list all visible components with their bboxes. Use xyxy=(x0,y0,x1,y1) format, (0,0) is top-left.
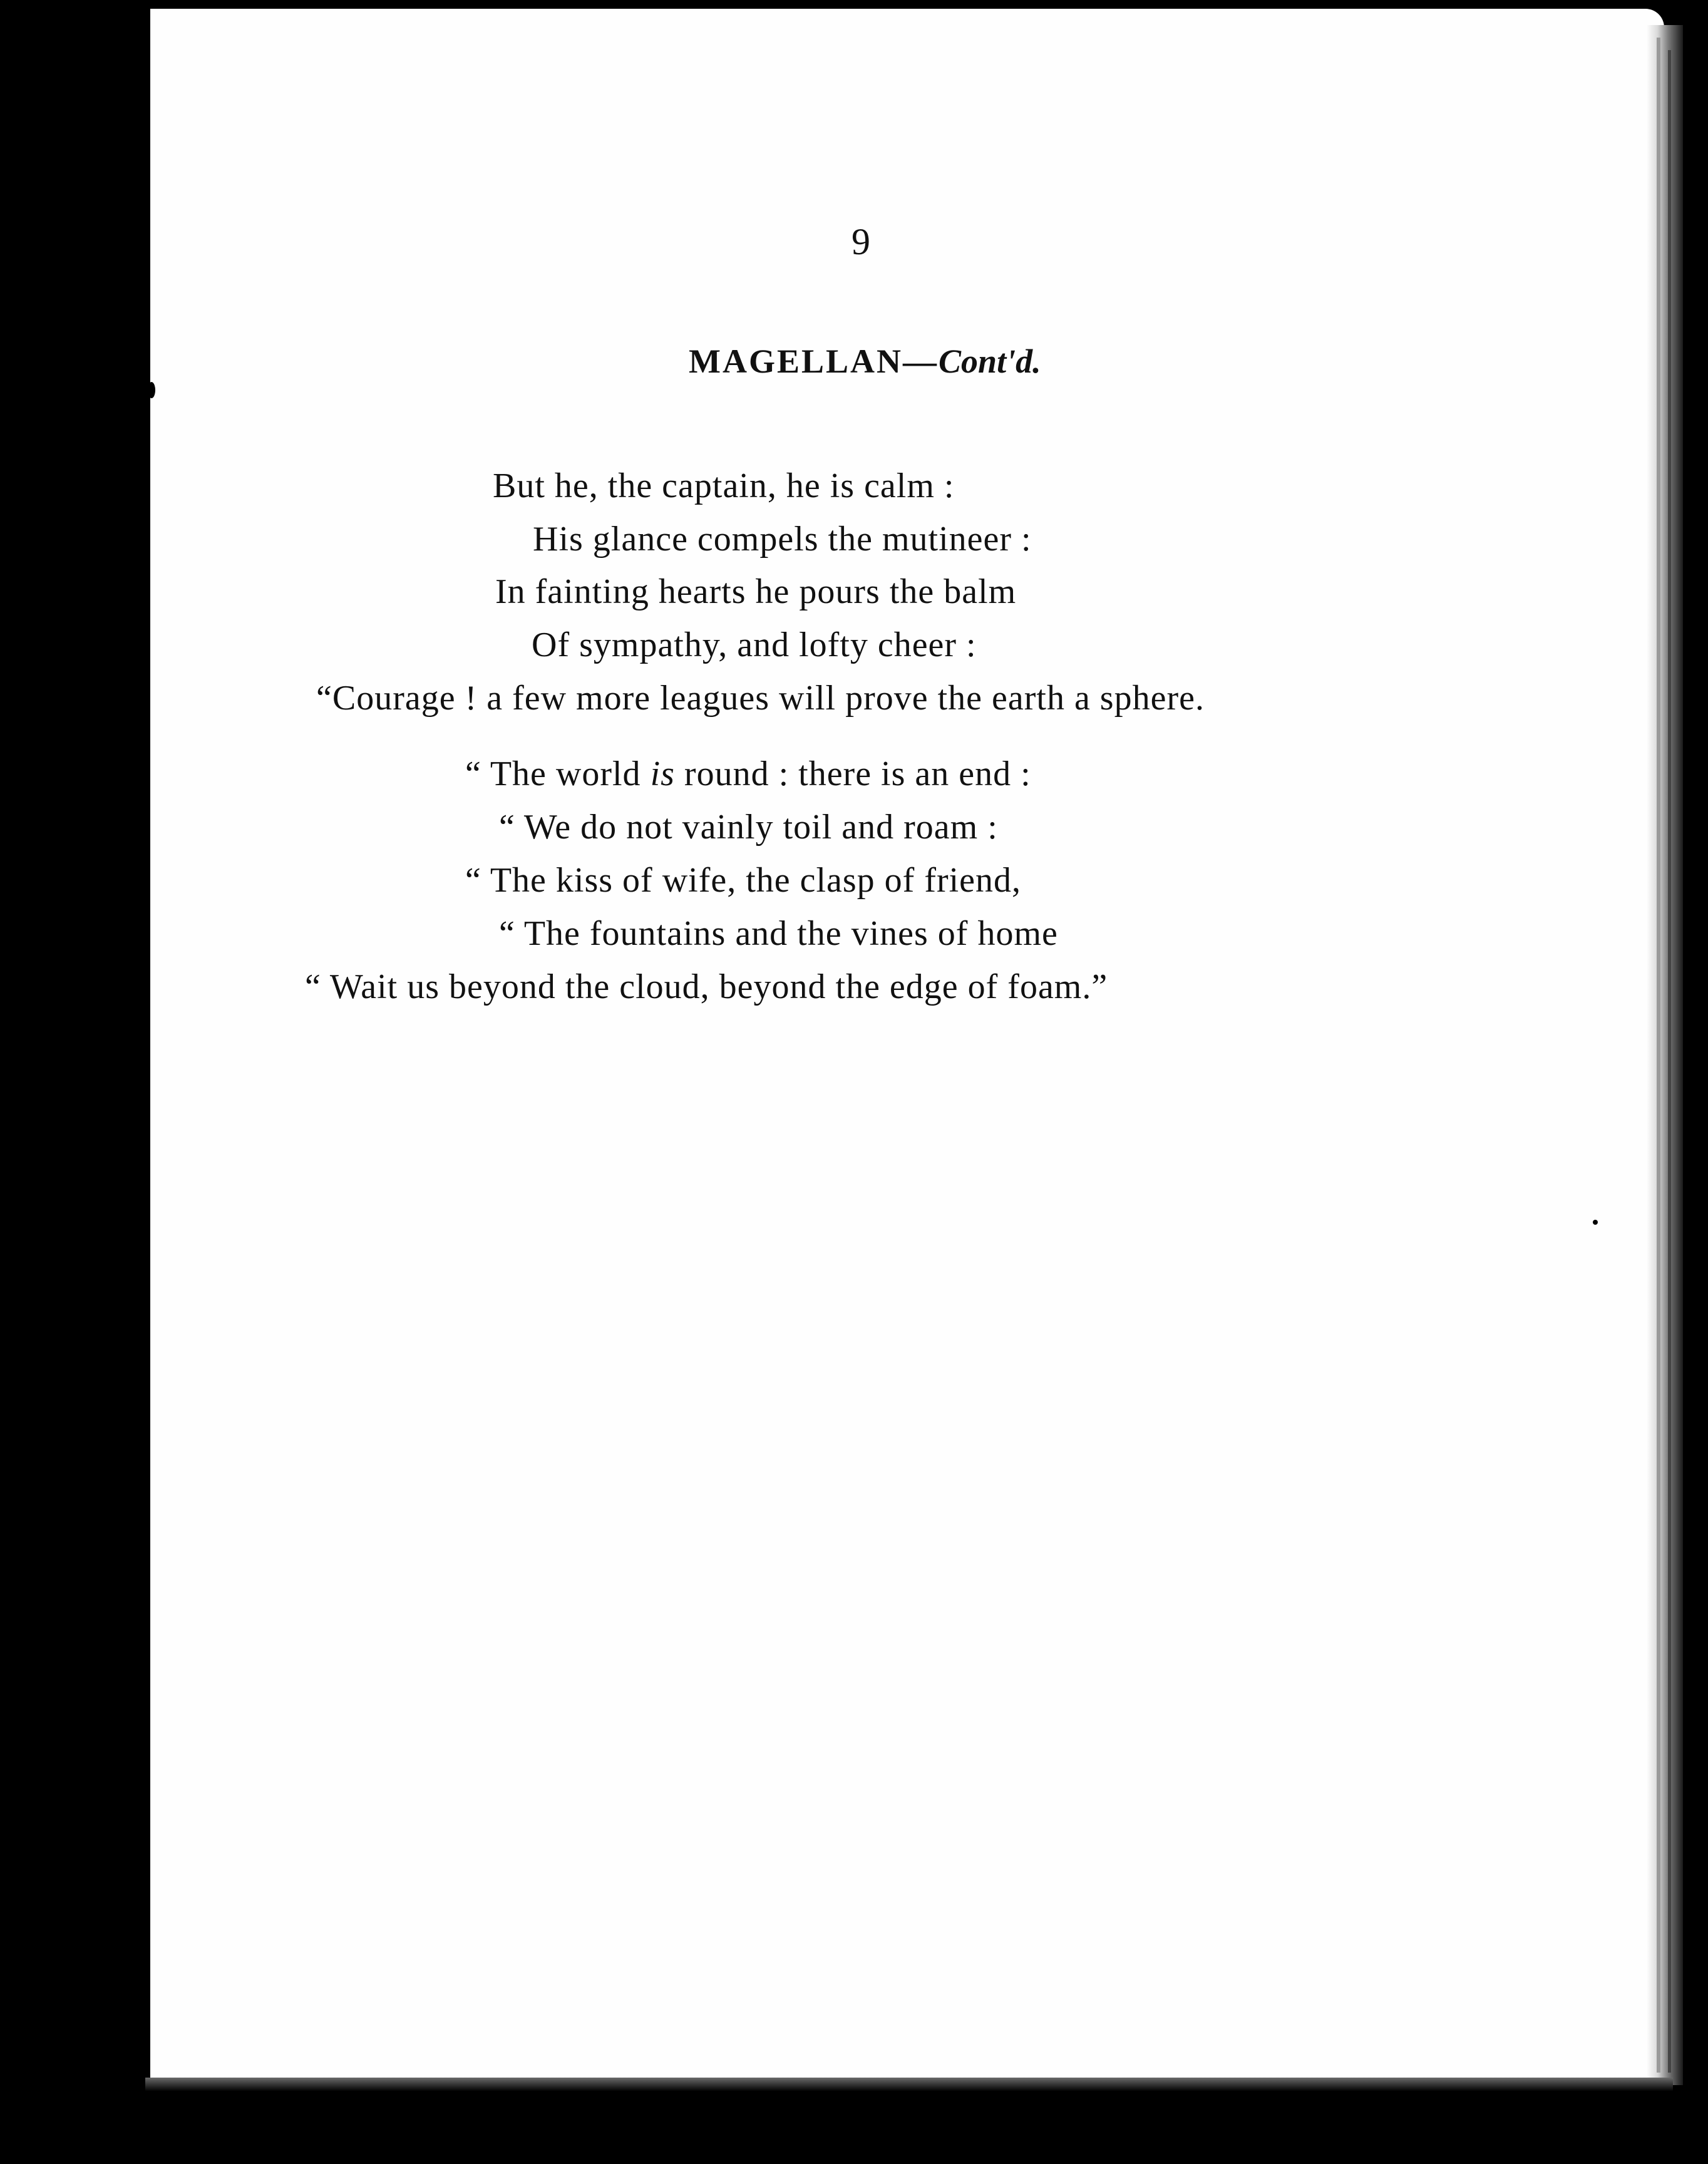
poem-line: “ The world is round : there is an end : xyxy=(465,755,1031,793)
ink-speck xyxy=(1165,2128,1171,2138)
paper-page xyxy=(145,9,1664,2084)
bottom-page-edge xyxy=(145,2078,1673,2091)
poem-line: But he, the captain, he is calm : xyxy=(493,466,955,505)
ink-speck xyxy=(148,382,155,398)
poem-line: In fainting hearts he pours the balm xyxy=(495,572,1017,611)
heading-title: MAGELLAN— xyxy=(689,343,939,380)
poem-line: Of sympathy, and lofty cheer : xyxy=(532,626,977,664)
emphasized-word: is xyxy=(650,755,675,793)
poem-line: His glance compels the mutineer : xyxy=(533,520,1032,559)
page-edge xyxy=(1647,25,1683,2085)
heading-continued: Cont'd. xyxy=(939,343,1041,380)
ink-speck xyxy=(1593,1220,1598,1225)
page-edge-line xyxy=(1668,50,1671,2073)
page-edge-line xyxy=(1657,38,1660,2073)
poem-line: “Courage ! a few more leagues will prove the earth a sphere. xyxy=(316,679,1205,718)
poem-line: “ The kiss of wife, the clasp of friend, xyxy=(465,861,1022,900)
poem-line: “ Wait us beyond the cloud, beyond the edge of foam.” xyxy=(305,967,1108,1006)
page-heading xyxy=(689,344,1041,378)
page-number: 9 xyxy=(851,221,870,262)
binding-gutter xyxy=(139,6,150,2085)
poem-line: “ We do not vainly toil and roam : xyxy=(499,808,998,847)
poem-line: “ The fountains and the vines of home xyxy=(499,914,1058,953)
